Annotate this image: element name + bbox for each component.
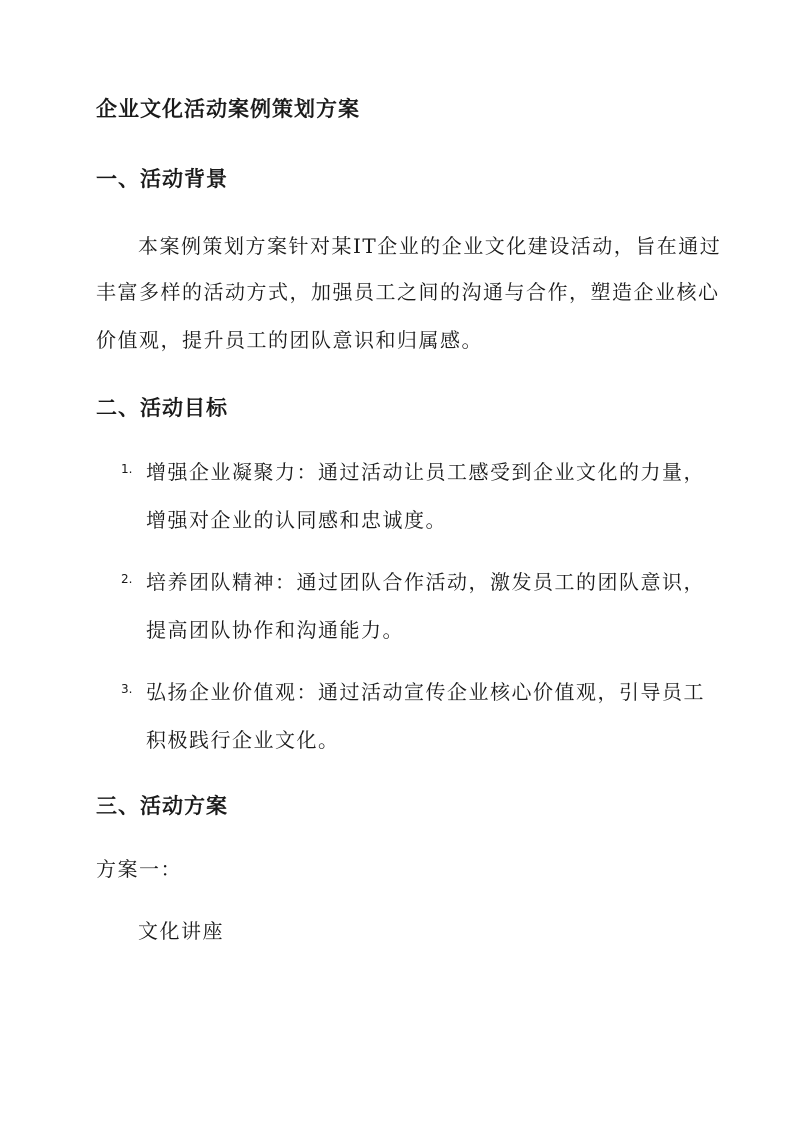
background-paragraph-line: 价值观，提升员工的团队意识和归属感。 (96, 328, 483, 352)
list-item-number: 3. (121, 682, 133, 696)
plan-item: 文化讲座 (138, 919, 224, 943)
document-title: 企业文化活动案例策划方案 (96, 96, 360, 121)
list-item-number: 1. (121, 462, 133, 476)
list-item-line: 增强企业凝聚力：通过活动让员工感受到企业文化的力量， (146, 460, 705, 484)
list-item-line: 培养团队精神：通过团队合作活动，激发员工的团队意识， (146, 570, 705, 594)
list-item-number: 2. (121, 572, 133, 586)
background-paragraph-line: 丰富多样的活动方式，加强员工之间的沟通与合作，塑造企业核心 (96, 280, 720, 304)
list-item-line: 弘扬企业价值观：通过活动宣传企业核心价值观，引导员工 (146, 680, 705, 704)
section-heading-plan: 三、活动方案 (96, 793, 228, 818)
section-heading-background: 一、活动背景 (96, 166, 228, 191)
list-item-line: 提高团队协作和沟通能力。 (146, 618, 404, 642)
background-paragraph-line: 本案例策划方案针对某IT企业的企业文化建设活动，旨在通过 (138, 234, 722, 258)
list-item-line: 积极践行企业文化。 (146, 728, 340, 752)
plan-label: 方案一： (96, 857, 182, 881)
section-heading-goals: 二、活动目标 (96, 395, 228, 420)
list-item-line: 增强对企业的认同感和忠诚度。 (146, 508, 447, 532)
